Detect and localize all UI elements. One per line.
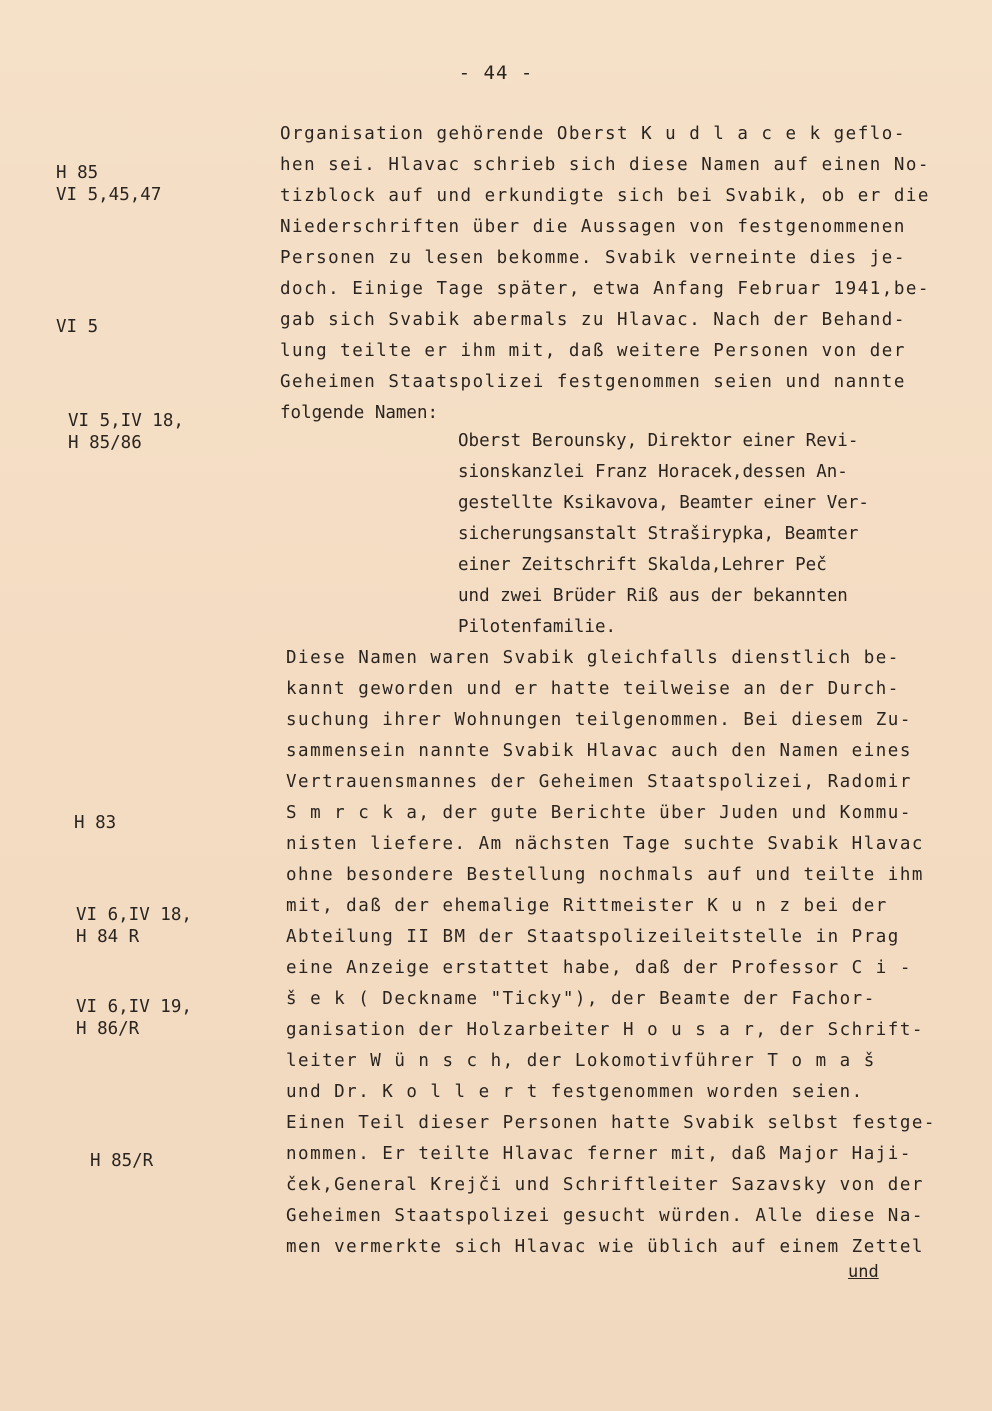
body-text-line: Organisation gehörende Oberst K u d l a c e k geflo- <box>280 124 906 144</box>
margin-note: H 85/R <box>90 1151 154 1171</box>
body-text-line: mit, daß der ehemalige Rittmeister K u n z bei der <box>286 896 888 916</box>
body-text-line: doch. Einige Tage später, etwa Anfang Februar 1941,be- <box>280 279 930 299</box>
indented-text-line: gestellte Ksikavova, Beamter einer Ver- <box>458 493 869 513</box>
body-text-line: Personen zu lesen bekomme. Svabik verneinte dies je- <box>280 248 906 268</box>
margin-note: H 85 VI 5,45,47 <box>56 163 162 205</box>
margin-note: VI 5,IV 18, H 85/86 <box>68 411 184 453</box>
body-text-line: Abteilung II BM der Staatspolizeileitstelle in Prag <box>286 927 900 947</box>
body-text-line: Niederschriften über die Aussagen von festgenommenen <box>280 217 906 237</box>
body-text-line: leiter W ü n s c h, der Lokomotivführer T o m a š <box>286 1051 876 1071</box>
body-text-line: Einen Teil dieser Personen hatte Svabik selbst festge- <box>286 1113 936 1133</box>
indented-text-line: einer Zeitschrift Skalda,Lehrer Peč <box>458 555 827 575</box>
page-number: - 44 - <box>458 62 534 84</box>
body-text-line: ohne besondere Bestellung nochmals auf und teilte ihm <box>286 865 924 885</box>
body-text-line: kannt geworden und er hatte teilweise an der Durch- <box>286 679 900 699</box>
body-text-line: Vertrauensmannes der Geheimen Staatspolizei, Radomir <box>286 772 912 792</box>
body-text-line: suchung ihrer Wohnungen teilgenommen. Bei diesem Zu- <box>286 710 912 730</box>
body-text-line: nisten liefere. Am nächsten Tage suchte Svabik Hlavac <box>286 834 924 854</box>
body-text-line: gab sich Svabik abermals zu Hlavac. Nach der Behand- <box>280 310 906 330</box>
margin-note: VI 6,IV 19, H 86/R <box>76 997 192 1039</box>
body-text-line: tizblock auf und erkundigte sich bei Svabik, ob er die <box>280 186 930 206</box>
body-text-line: š e k ( Deckname "Ticky"), der Beamte der Fachor- <box>286 989 876 1009</box>
margin-note: VI 6,IV 18, H 84 R <box>76 905 192 947</box>
indented-text-line: Pilotenfamilie. <box>458 617 617 637</box>
indented-text-line: und zwei Brüder Riß aus der bekannten <box>458 586 848 606</box>
body-text-line: lung teilte er ihm mit, daß weitere Personen von der <box>280 341 906 361</box>
margin-note: VI 5 <box>56 317 99 337</box>
body-text-line: Geheimen Staatspolizei gesucht würden. Alle diese Na- <box>286 1206 924 1226</box>
indented-text-line: sicherungsanstalt Straširypka, Beamter <box>458 524 859 544</box>
catchword: und <box>848 1262 879 1282</box>
body-text-line: hen sei. Hlavac schrieb sich diese Namen auf einen No- <box>280 155 930 175</box>
body-text-line: sammensein nannte Svabik Hlavac auch den Namen eines <box>286 741 912 761</box>
body-text-line: eine Anzeige erstattet habe, daß der Professor C i - <box>286 958 912 978</box>
body-text-line: ček,General Krejči und Schriftleiter Sazavsky von der <box>286 1175 924 1195</box>
body-text-line: Diese Namen waren Svabik gleichfalls dienstlich be- <box>286 648 900 668</box>
body-text-line: men vermerkte sich Hlavac wie üblich auf einem Zettel <box>286 1237 924 1257</box>
margin-note: H 83 <box>74 813 117 833</box>
body-text-line: folgende Namen: <box>280 403 439 423</box>
indented-text-line: Oberst Berounsky, Direktor einer Revi- <box>458 431 859 451</box>
body-text-line: S m r c k a, der gute Berichte über Juden und Kommu- <box>286 803 912 823</box>
body-text-line: nommen. Er teilte Hlavac ferner mit, daß Major Haji- <box>286 1144 912 1164</box>
body-text-line: ganisation der Holzarbeiter H o u s a r, der Schrift- <box>286 1020 924 1040</box>
indented-text-line: sionskanzlei Franz Horacek,dessen An- <box>458 462 848 482</box>
body-text-line: und Dr. K o l l e r t festgenommen worden seien. <box>286 1082 864 1102</box>
body-text-line: Geheimen Staatspolizei festgenommen seien und nannte <box>280 372 906 392</box>
